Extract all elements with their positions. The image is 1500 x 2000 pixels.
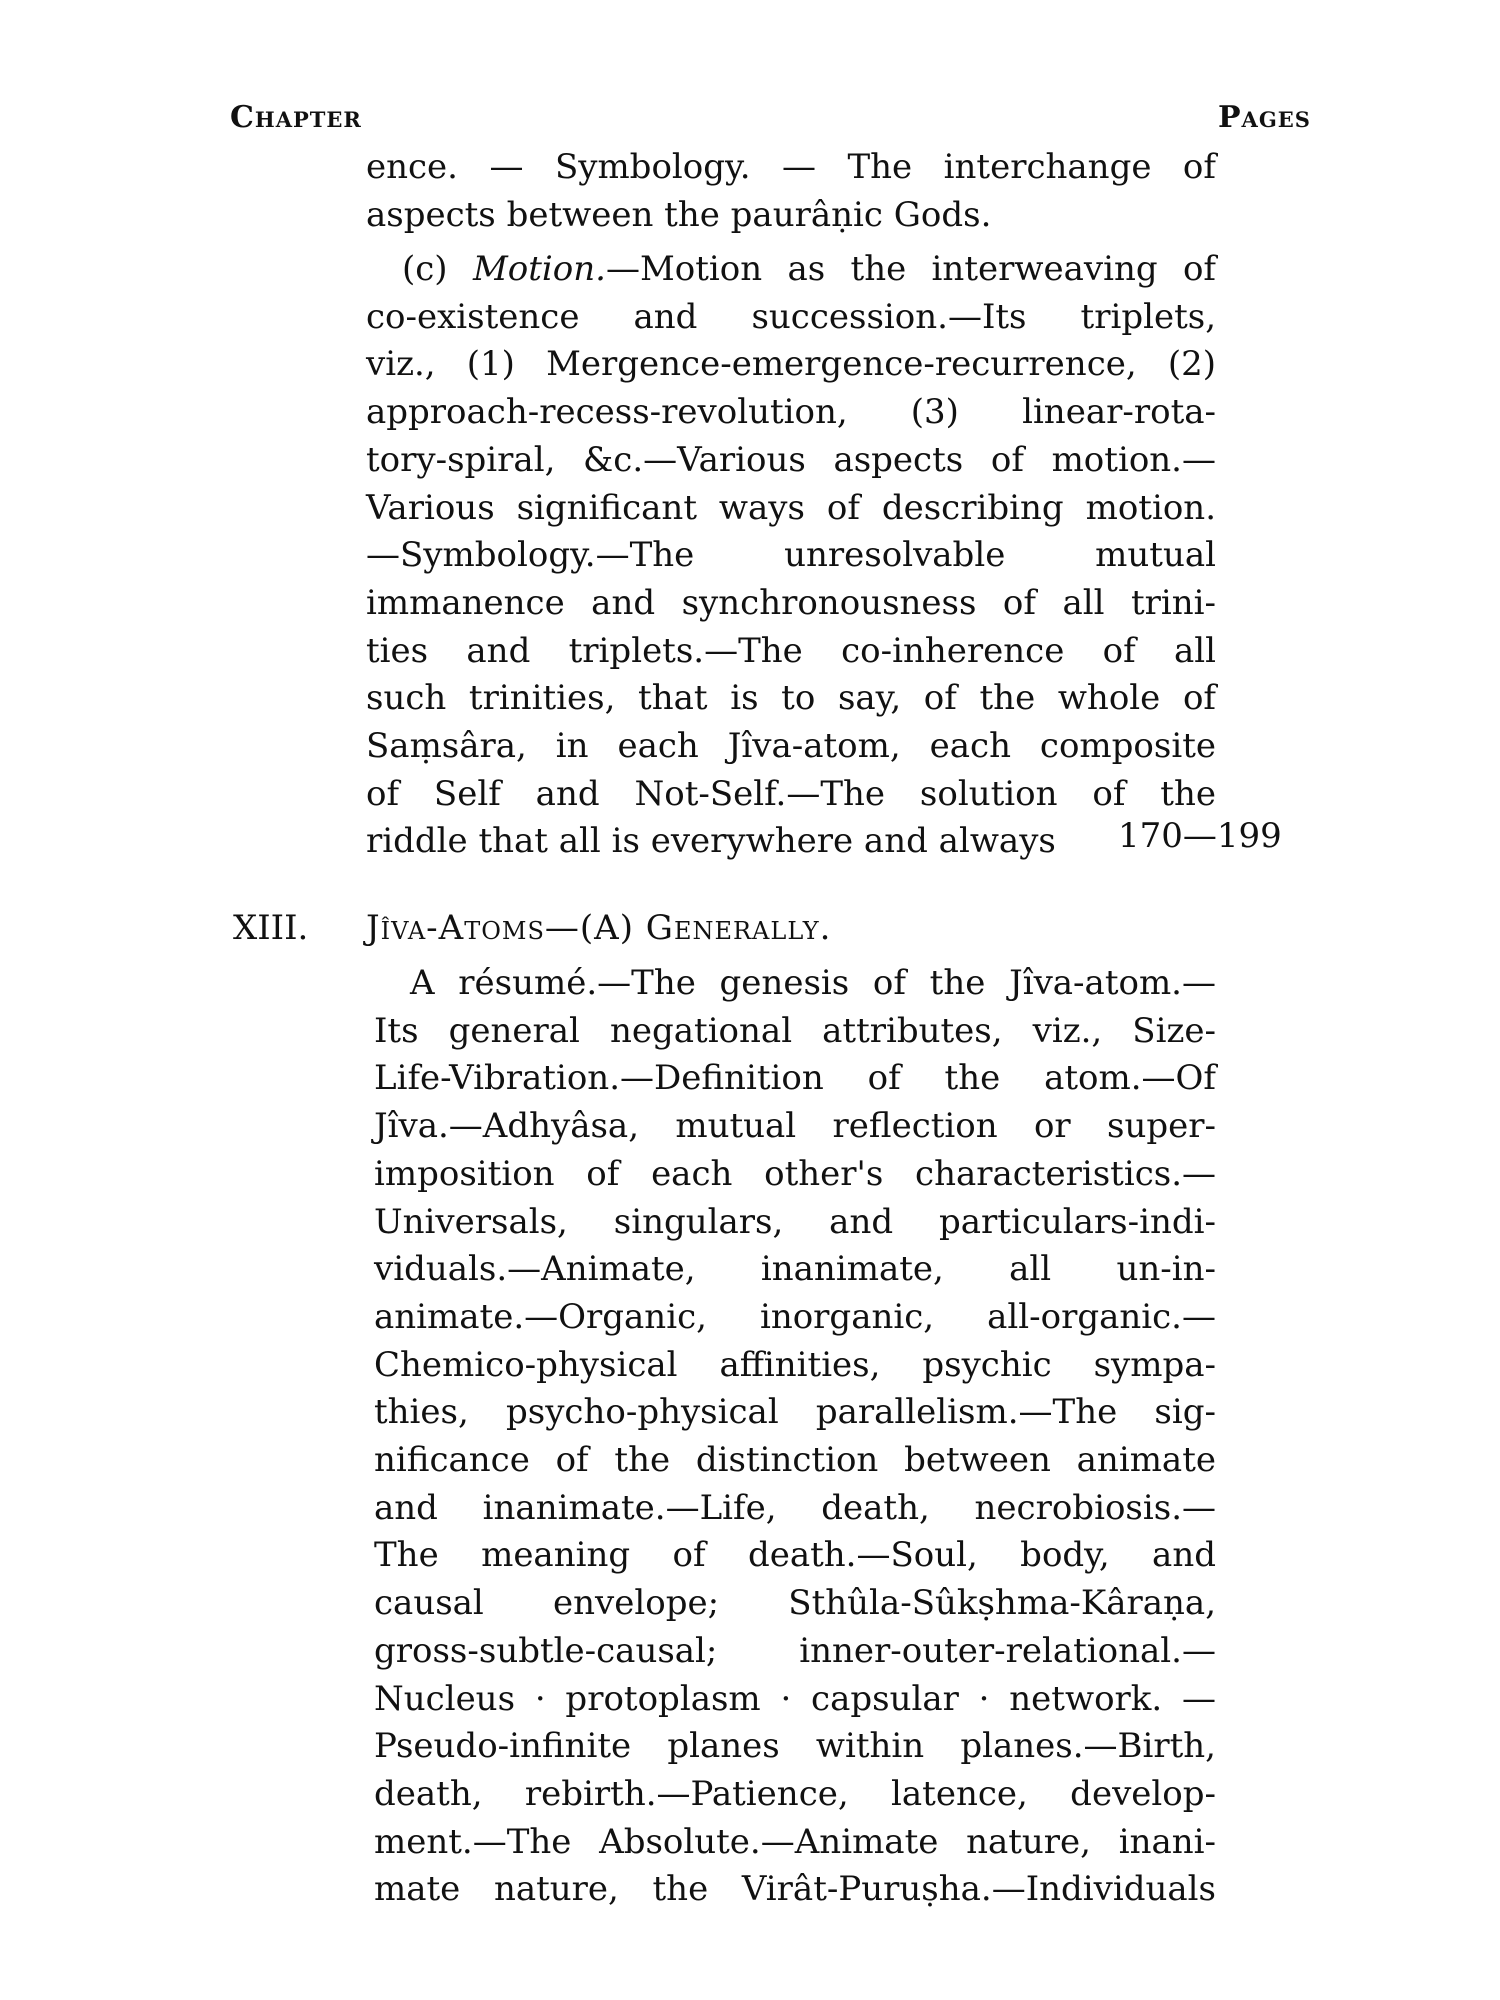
text-line: Its general negational attributes, viz., Size-: [374, 1010, 1216, 1051]
text-line: —Symbology.—The unresolvable mutual: [366, 535, 1216, 576]
text-line: causal envelope; Sthûla-Sûkṣhma-Kâraṇa,: [374, 1583, 1216, 1624]
text-line: A résumé.—The genesis of the Jîva-atom.—: [410, 963, 1216, 1003]
continuation-text: [366, 144, 1216, 239]
text-line: such trinities, that is to say, of the whole of: [366, 678, 1216, 719]
text-line: co-existence and succession.—Its triplets,: [366, 296, 1216, 337]
chapter-title: Jîva-Atoms—(A) Generally.: [366, 908, 832, 948]
text-line: Pseudo-infinite planes within planes.—Birth,: [374, 1726, 1216, 1767]
text-line: imposition of each other's characteristics.—: [374, 1153, 1216, 1194]
section-c-motion: [366, 246, 1216, 866]
chapter-column-heading: Chapter: [230, 100, 362, 135]
text-line: nificance of the distinction between animate: [374, 1440, 1216, 1481]
text-line: mate nature, the Virât-Puruṣha.—Individuals: [374, 1869, 1216, 1910]
text-line: tory-spiral, &c.—Various aspects of motion.—: [366, 439, 1216, 480]
text-line: of Self and Not-Self.—The solution of the: [366, 773, 1216, 814]
text-line: ties and triplets.—The co-inherence of all: [366, 630, 1216, 671]
text-line: Jîva.—Adhyâsa, mutual reflection or super-: [374, 1106, 1216, 1147]
text-line: Universals, singulars, and particulars-indi-: [374, 1201, 1216, 1242]
text-line: animate.—Organic, inorganic, all-organic.—: [374, 1296, 1216, 1337]
text-line: gross-subtle-causal; inner-outer-relational.—: [374, 1630, 1216, 1671]
pages-column-heading: Pages: [1218, 100, 1311, 135]
text-line: The meaning of death.—Soul, body, and: [374, 1535, 1216, 1576]
section-label: (c): [402, 249, 448, 289]
text-line: riddle that all is everywhere and always: [366, 821, 1056, 862]
page-header: [0, 100, 1500, 140]
section-heading-line: [366, 246, 1216, 294]
text-fragment: —Motion as the interweaving of: [605, 249, 1217, 289]
section-title: Motion.: [472, 249, 606, 289]
text-line: Life-Vibration.—Definition of the atom.—Of: [374, 1058, 1216, 1099]
chapter-xiii-summary: [374, 960, 1216, 1914]
text-line: Saṃsâra, in each Jîva-atom, each composite: [366, 726, 1216, 767]
text-line: Various significant ways of describing motion.: [366, 487, 1216, 528]
text-line: aspects between the paurâṇic Gods.: [366, 194, 992, 235]
text-line: and inanimate.—Life, death, necrobiosis.—: [374, 1487, 1216, 1528]
text-line: death, rebirth.—Patience, latence, develop-: [374, 1773, 1216, 1814]
text-line: approach-recess-revolution, (3) linear-rota-: [366, 392, 1216, 433]
text-line: Chemico-physical affinities, psychic sympa-: [374, 1344, 1216, 1385]
page-range: 170—199: [1118, 816, 1282, 856]
chapter-heading: [0, 905, 1500, 953]
text-line: Nucleus · protoplasm · capsular · network. —: [374, 1678, 1216, 1719]
text-line: viz., (1) Mergence-emergence-recurrence, (2): [366, 344, 1216, 385]
text-line: thies, psycho-physical parallelism.—The sig-: [374, 1392, 1216, 1433]
text-line: ment.—The Absolute.—Animate nature, inani-: [374, 1821, 1216, 1862]
text-line: viduals.—Animate, inanimate, all un-in-: [374, 1249, 1216, 1290]
text-line: immanence and synchronousness of all trini-: [366, 582, 1216, 623]
text-line: ence. — Symbology. — The interchange of: [366, 147, 1216, 187]
chapter-number: XIII.: [233, 908, 309, 948]
